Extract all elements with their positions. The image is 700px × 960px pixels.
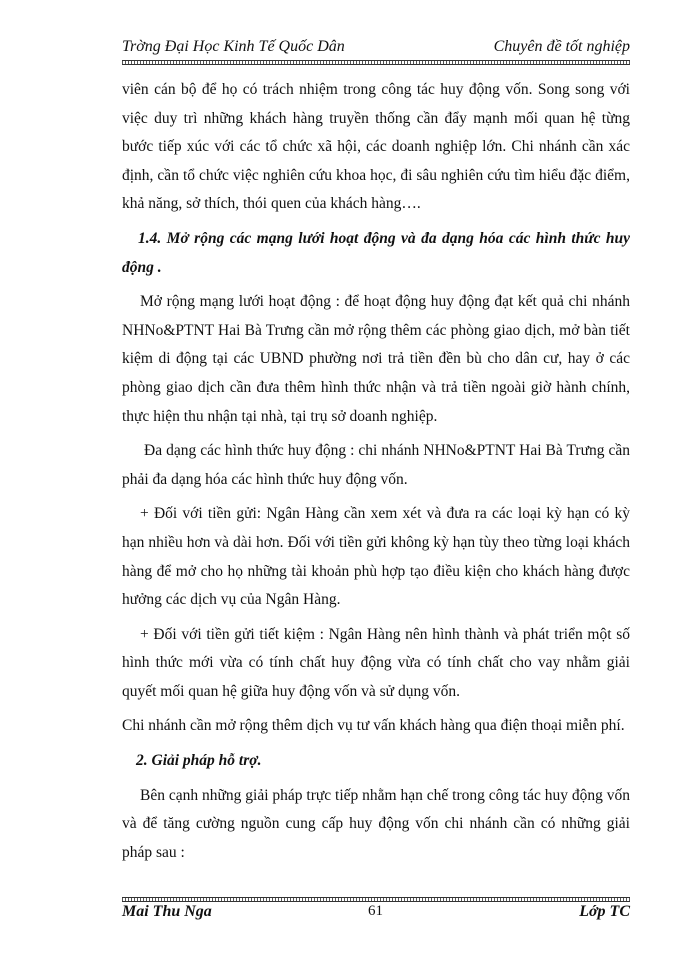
page-number: 61 [368,903,383,919]
page-header [122,38,630,60]
footer-class: Lớp TC [579,903,630,920]
paragraph-network: Mở rộng mạng lưới hoạt động : để hoạt động huy động đạt kết quả chi nhánh NHNo&PTNT Hai Bà Trưng cần mở rộng thêm các phòng giao dịch, mở bàn tiết kiệm di động tại các UBND phường nơi trả tiền đền bù cho dân cư, hay ở các phòng giao dịch cần đưa thêm hình thức nhận và trả tiền ngoài giờ hành chính, thực hiện thu nhận tại nhà, tại trụ sở doanh nghiệp. [122,293,630,425]
section-heading-2: 2. Giải pháp hỗ trợ. [136,752,262,770]
document-body [122,76,630,867]
header-rule [122,60,630,65]
paragraph-support: Bên cạnh những giải pháp trực tiếp nhằm hạn chế trong công tác huy động vốn và để tăng cường nguồn cung cấp huy động vốn chi nhánh cần có những giải pháp sau : [122,786,630,861]
footer-author: Mai Thu Nga [122,903,212,920]
page-footer [122,903,630,925]
paragraph-intro: viên cán bộ để họ có trách nhiệm trong công tác huy động vốn. Song song với việc duy trì những khách hàng truyền thống cần đẩy mạnh mối quan hệ từng bước tiếp xúc với các tổ chức xã hội, các doanh nghiệp lớn. Chi nhánh cần xác định, cần tổ chức việc nghiên cứu khoa học, đi sâu nghiên cứu tìm hiểu đặc điểm, khả năng, sở thích, thói quen của khách hàng…. [122,81,630,213]
paragraph-diversify: Đa dạng các hình thức huy động : chi nhánh NHNo&PTNT Hai Bà Trưng cần phải đa dạng hóa các hình thức huy động vốn. [122,442,630,488]
section-heading-1-4: 1.4. Mở rộng các mạng lưới hoạt động và đa dạng hóa các hình thức huy động . [122,229,630,276]
paragraph-savings: + Đối với tiền gửi tiết kiệm : Ngân Hàng nên hình thành và phát triển một số hình thức mới vừa có tính chất huy động vừa có tính chất cho vay nhằm giải quyết mối quan hệ giữa huy động vốn và sử dụng vốn. [122,625,630,700]
footer-rule [122,897,630,902]
paragraph-deposits: + Đối với tiền gửi: Ngân Hàng cần xem xét và đưa ra các loại kỳ hạn có kỳ hạn nhiều hơn và dài hơn. Đối với tiền gửi không kỳ hạn tùy theo từng loại khách hàng để mở cho họ những tài khoản phù hợp tạo điều kiện cho khách hàng được hưởng các dịch vụ của Ngân Hàng. [122,505,630,609]
header-thesis-title: Chuyên đề tốt nghiệp [493,38,630,55]
paragraph-phone-service: Chi nhánh cần mở rộng thêm dịch vụ tư vấn khách hàng qua điện thoại miễn phí. [122,717,625,735]
header-university: Trờng Đại Học Kinh Tế Quốc Dân [122,38,345,55]
